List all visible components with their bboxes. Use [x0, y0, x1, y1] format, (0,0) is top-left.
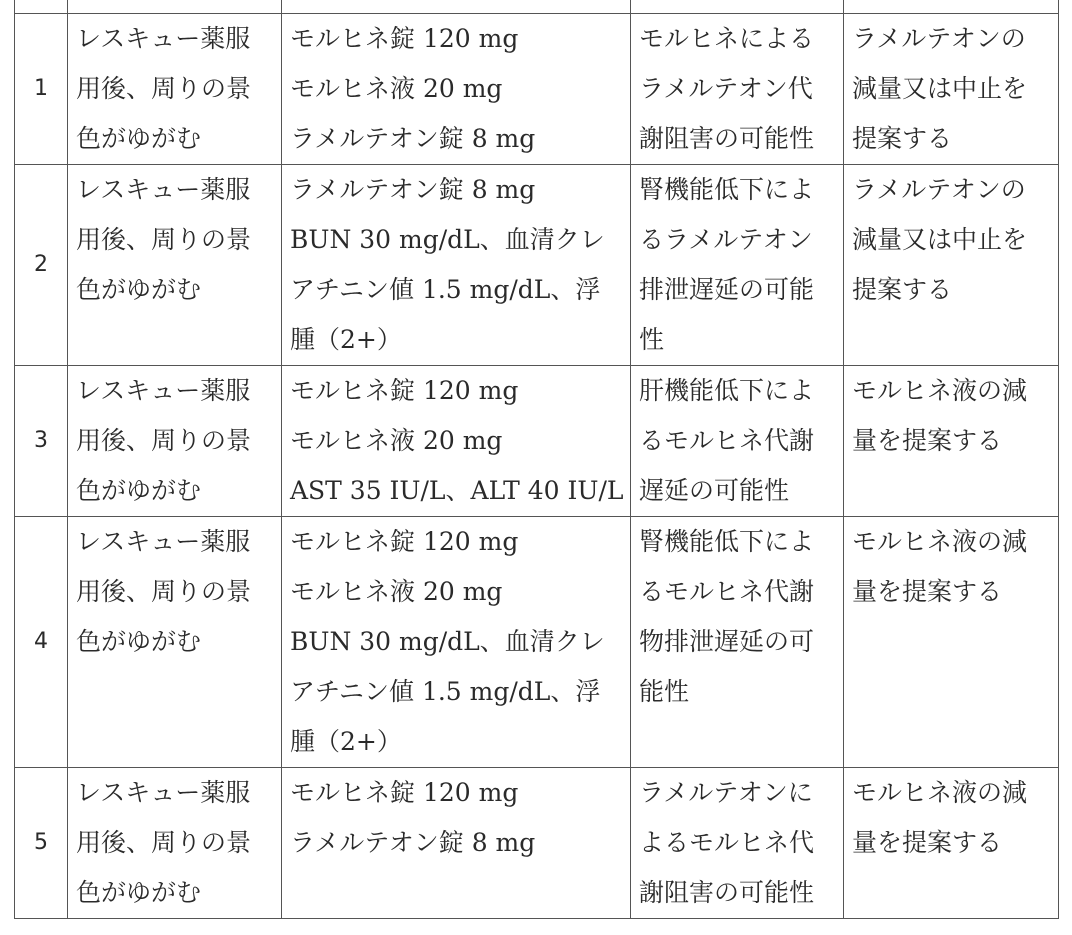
- cell-line: 腫（2+）: [290, 325, 402, 354]
- cell-line: モルヒネ錠 120 mg: [290, 376, 519, 405]
- cell-line: 提案する: [852, 275, 953, 304]
- cell-line: レスキュー薬服: [76, 527, 251, 556]
- cell-line: モルヒネによる: [639, 24, 815, 53]
- assessment-cell: [631, 366, 844, 517]
- cell-line: モルヒネ液 20 mg: [290, 426, 503, 455]
- header-cell: [15, 0, 68, 14]
- cell-line: モルヒネ液の減: [852, 527, 1028, 556]
- cell-line: 用後、周りの景: [76, 828, 252, 857]
- cell-line: モルヒネ錠 120 mg: [290, 778, 519, 807]
- cell-line: 色がゆがむ: [76, 627, 202, 656]
- cell-line: 物排泄遅延の可: [639, 627, 815, 656]
- cell-line: 色がゆがむ: [76, 275, 202, 304]
- cell-line: モルヒネ錠 120 mg: [290, 527, 519, 556]
- cell-line: よるモルヒネ代: [639, 828, 815, 857]
- cell-line: 謝阻害の可能性: [639, 124, 815, 153]
- cell-line: BUN 30 mg/dL、血清クレ: [290, 627, 605, 656]
- header-cell: [68, 0, 282, 14]
- cell-line: ラメルテオン代: [639, 74, 813, 103]
- cell-line: 性: [639, 325, 665, 354]
- cell-line: 排泄遅延の可能: [639, 275, 815, 304]
- cell-line: 用後、周りの景: [76, 426, 252, 455]
- cell-line: 色がゆがむ: [76, 878, 202, 907]
- row-number: 4: [15, 517, 68, 768]
- assessment-cell: [631, 14, 844, 165]
- cell-line: レスキュー薬服: [76, 175, 251, 204]
- cell-line: 量を提案する: [852, 577, 1003, 606]
- cell-line: 腎機能低下によ: [639, 175, 815, 204]
- assessment-cell: [631, 517, 844, 768]
- cell-line: レスキュー薬服: [76, 24, 251, 53]
- cell-line: ラメルテオンの: [852, 175, 1026, 204]
- cell-line: ラメルテオン錠 8 mg: [290, 828, 536, 857]
- cell-line: ラメルテオン錠 8 mg: [290, 175, 536, 204]
- cell-line: るラメルテオン: [639, 225, 813, 254]
- cell-line: モルヒネ錠 120 mg: [290, 24, 519, 53]
- cell-line: レスキュー薬服: [76, 778, 251, 807]
- row-number: 5: [15, 768, 68, 919]
- header-cell: [844, 0, 1059, 14]
- cell-line: 色がゆがむ: [76, 124, 202, 153]
- row-number: 2: [15, 165, 68, 366]
- info-cell: [282, 366, 631, 517]
- situation-cell: [68, 366, 282, 517]
- table-body: [15, 0, 1059, 919]
- cell-line: ラメルテオンに: [639, 778, 813, 807]
- table-row: [15, 14, 1059, 165]
- proposal-cell: [844, 517, 1059, 768]
- cell-line: BUN 30 mg/dL、血清クレ: [290, 225, 605, 254]
- cell-line: 用後、周りの景: [76, 74, 252, 103]
- table-row: [15, 768, 1059, 919]
- cell-line: 量を提案する: [852, 426, 1003, 455]
- cell-line: 肝機能低下によ: [639, 376, 815, 405]
- situation-cell: [68, 14, 282, 165]
- cell-line: 減量又は中止を: [852, 74, 1028, 103]
- assessment-cell: [631, 768, 844, 919]
- table-row: [15, 517, 1059, 768]
- cell-line: モルヒネ液の減: [852, 376, 1028, 405]
- answer-table: [14, 0, 1059, 919]
- cell-line: 能性: [639, 677, 690, 706]
- cell-line: 量を提案する: [852, 828, 1003, 857]
- row-number: 1: [15, 14, 68, 165]
- header-cell: [631, 0, 844, 14]
- situation-cell: [68, 768, 282, 919]
- info-cell: [282, 165, 631, 366]
- proposal-cell: [844, 768, 1059, 919]
- cell-line: アチニン値 1.5 mg/dL、浮: [290, 275, 601, 304]
- info-cell: [282, 14, 631, 165]
- table-row: [15, 165, 1059, 366]
- situation-cell: [68, 165, 282, 366]
- cell-line: 腎機能低下によ: [639, 527, 815, 556]
- cell-line: ラメルテオンの: [852, 24, 1026, 53]
- cell-line: ラメルテオン錠 8 mg: [290, 124, 536, 153]
- assessment-cell: [631, 165, 844, 366]
- cell-line: 提案する: [852, 124, 953, 153]
- cell-line: るモルヒネ代謝: [639, 577, 815, 606]
- cell-line: 腫（2+）: [290, 727, 402, 756]
- cell-line: 減量又は中止を: [852, 225, 1028, 254]
- cell-line: レスキュー薬服: [76, 376, 251, 405]
- cell-line: 用後、周りの景: [76, 577, 252, 606]
- cell-line: 遅延の可能性: [639, 476, 790, 505]
- cell-line: AST 35 IU/L、ALT 40 IU/L: [290, 476, 624, 505]
- cell-line: 用後、周りの景: [76, 225, 252, 254]
- proposal-cell: [844, 165, 1059, 366]
- cell-line: るモルヒネ代謝: [639, 426, 815, 455]
- cell-line: モルヒネ液の減: [852, 778, 1028, 807]
- row-number: 3: [15, 366, 68, 517]
- info-cell: [282, 517, 631, 768]
- proposal-cell: [844, 366, 1059, 517]
- header-row-remnant: [15, 0, 1059, 14]
- table-row: [15, 366, 1059, 517]
- cell-line: モルヒネ液 20 mg: [290, 577, 503, 606]
- cell-line: アチニン値 1.5 mg/dL、浮: [290, 677, 601, 706]
- cell-line: 色がゆがむ: [76, 476, 202, 505]
- info-cell: [282, 768, 631, 919]
- situation-cell: [68, 517, 282, 768]
- cell-line: モルヒネ液 20 mg: [290, 74, 503, 103]
- header-cell: [282, 0, 631, 14]
- proposal-cell: [844, 14, 1059, 165]
- cell-line: 謝阻害の可能性: [639, 878, 815, 907]
